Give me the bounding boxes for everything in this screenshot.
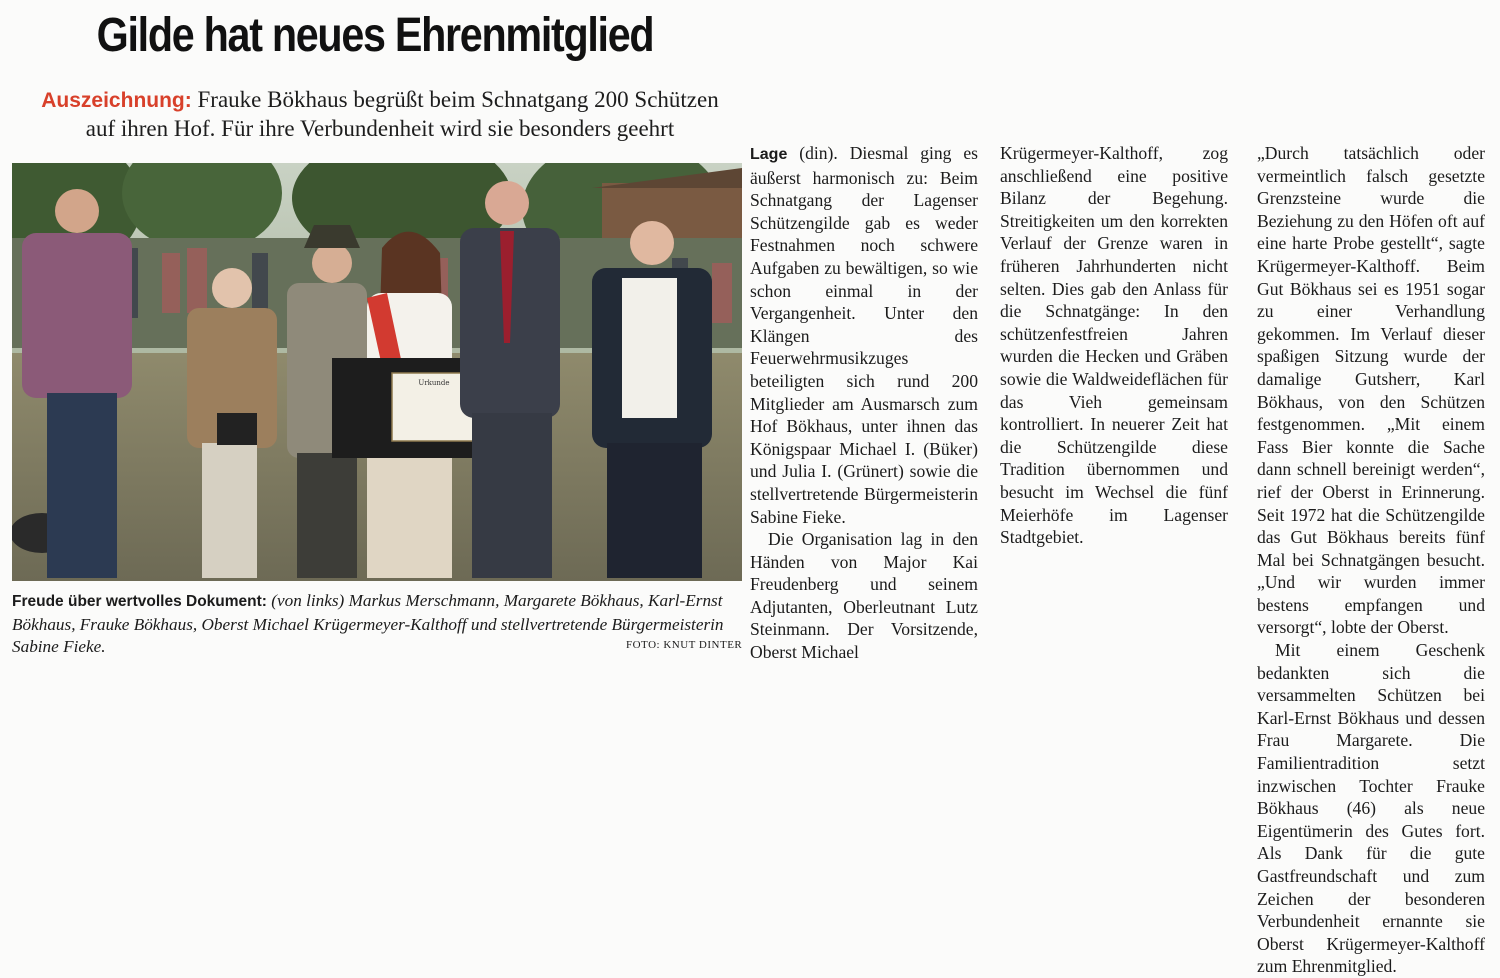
article-kicker: Auszeichnung: (41, 89, 192, 112)
byline: (din). (799, 143, 838, 163)
dateline: Lage (750, 146, 788, 163)
article-paragraph-4: Mit einem Geschenk bedankten sich die versammelten Schützen bei Karl-Ernst Bökhaus und dessen Frau Margarete. Die Familientradition setzt inzwischen Tochter Frauke Bökhaus (46) als neue Eigentümerin des Gutes fort. Als Dank für die gute Gastfreundschaft und zum Zeichen der besonderen Verbundenheit ernannte sie Oberst Krügermeyer-Kalthoff zum Ehrenmitglied. (1257, 640, 1485, 977)
certificate-label: Urkunde (418, 379, 450, 387)
article-column-3 (1257, 142, 1485, 978)
article-paragraph-2: Die Organisation lag in den Händen von Major Kai Freudenberg und seinem Adjutanten, Oberleutnant Lutz Steinmann. Der Vorsitzende, Oberst Michael (750, 529, 978, 663)
photo-credit: FOTO: KNUT DINTER (626, 639, 743, 651)
article-paragraph-continued: Krügermeyer-Kalthoff, zog anschließend eine positive Bilanz der Begehung. Streitigkeiten um den korrekten Verlauf der Grenze waren in früheren Jahrhunderten nicht selten. Dies gab den Anlass für die Schnatgänge: In den schützenfestfreien Jahren wurden die Hecken und Gräben sowie die Waldweideflächen für das Vieh gemeinsam kontrolliert. In neuerer Zeit hat die Schützengilde diese Tradition übernommen und besucht im Wechsel die fünf Meierhöfe im Lagenser Stadtgebiet. (1000, 143, 1228, 548)
article-paragraph-3: „Durch tatsächlich oder vermeintlich falsch gesetzte Grenzsteine wurde die Beziehung zu den Höfen oft auf eine harte Probe gestellt“, sagte Krügermeyer-Kalthoff. Beim Gut Bökhaus sei es 1951 sogar zu einer Verhandlung gekommen. Im Verlauf dieser spaßigen Sitzung wurde der damalige Gutsherr, Karl Bökhaus, von den Schützen festgenommen. „Mit einem Fass Bier konnte die Sache dann schnell bereinigt werden“, rief der Oberst in Erinnerung. Seit 1972 hat die Schützengilde das Gut Bökhaus bereits fünf Mal bei Schnatgängen besucht. „Und wir wurden immer bestens empfangen und versorgt“, lobte der Oberst. (1257, 143, 1485, 638)
caption-text: (von links) Markus Merschmann, Margarete Bökhaus, Karl-Ernst Bökhaus, Frauke Bökhaus, Oberst Michael Krügermeyer-Kalthoff und stellvertretende Bürgermeisterin Sabine Fieke. (12, 591, 724, 656)
photo-illustration (12, 163, 742, 581)
article-photo (12, 163, 742, 581)
article-headline: Gilde hat neues Ehrenmitglied (96, 9, 654, 62)
caption-lead: Freude über wertvolles Dokument: (12, 593, 267, 610)
article-column-1 (750, 142, 978, 664)
article-subhead-text: Frauke Bökhaus begrüßt beim Schnatgang 200 Schützen auf ihren Hof. Für ihre Verbundenheit wird sie besonders geehrt (85, 87, 719, 141)
paragraph-1-text: Diesmal ging es äußerst harmonisch zu: Beim Schnatgang der Lagenser Schützengilde gab es weder Festnahmen noch schwere Aufgaben zu bewältigen, so wie schon einmal in der Vergangenheit. Unter den Klängen des Feuerwehrmusikzuges beteiligten sich rund 200 Mitglieder am Ausmarsch zum Hof Bökhaus, unter ihnen das Königspaar Michael I. (Büker) und Julia I. (Grünert) sowie die stellvertretende Bürgermeisterin Sabine Fieke. (750, 143, 978, 527)
article-subhead (30, 86, 730, 143)
article-paragraph-1 (750, 142, 978, 528)
article-column-2 (1000, 142, 1228, 549)
